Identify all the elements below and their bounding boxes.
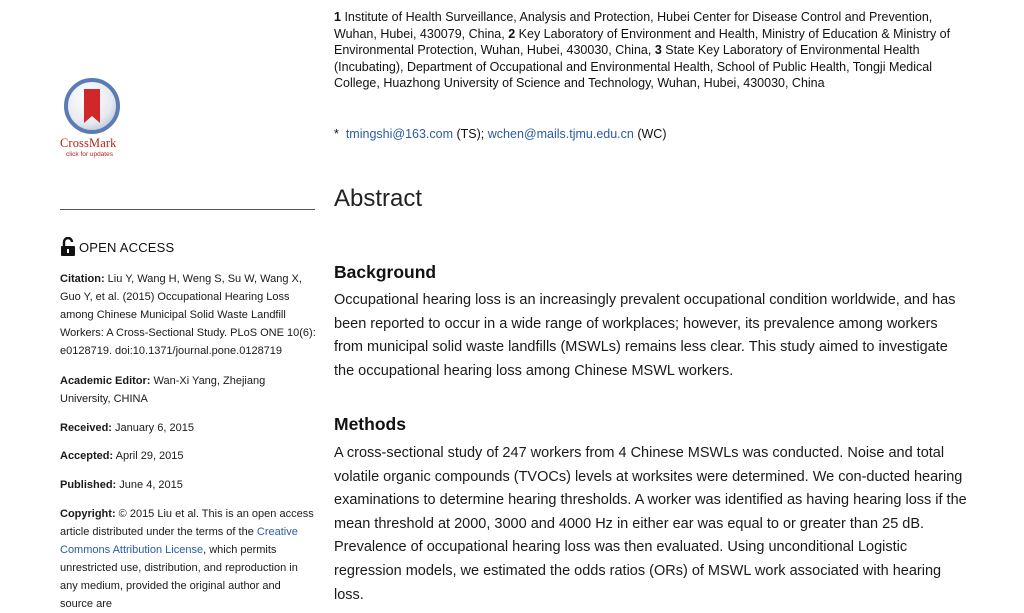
corresponding-star: *: [334, 127, 339, 141]
received-label: Received:: [60, 422, 112, 434]
email-link-wc[interactable]: wchen@mails.tjmu.edu.cn: [487, 127, 634, 141]
affiliation-number-1: 1: [334, 10, 341, 24]
email-link-ts[interactable]: tmingshi@163.com: [345, 127, 454, 141]
affiliation-number-2: 2: [508, 26, 516, 41]
accepted-label: Accepted:: [60, 450, 114, 462]
published-block: [60, 476, 316, 494]
crossmark-subtitle: click for updates: [66, 151, 113, 158]
affiliation-1: Institute of Health Surveillance, Analysis and Protection, Hubei Center for Disease Control and Prevention, Wuhan, Hubei, 430079, China,: [334, 10, 933, 41]
main-content: [334, 0, 974, 603]
received-date: January 6, 2015: [115, 422, 194, 434]
methods-paragraph: A cross-sectional study of 247 workers from 4 Chinese MSWLs was conducted. Noise and total volatile organic compounds (TVOCs) levels at worksites were determined. We con-ducted hearing examinations to determine hearing thresholds. A worker was identified as having hearing loss if the mean threshold at 2000, 3000 and 4000 Hz in either ear was equal to or greater than 25 dB. Prevalence of occupational hearing loss was then evaluated. Using unconditional Logistic regression models, we estimated the odds ratios (ORs) of MSWL work associated with hearing loss.: [334, 445, 967, 603]
open-lock-icon: [60, 237, 76, 257]
crossmark-wordmark: CrossMark: [60, 136, 117, 150]
open-access-label: OPEN ACCESS: [79, 239, 175, 255]
crossmark-badge[interactable]: [60, 78, 128, 162]
accepted-block: [60, 447, 316, 465]
sidebar: [60, 0, 316, 610]
methods-heading: Methods: [334, 414, 406, 434]
published-date: June 4, 2015: [119, 479, 183, 491]
affiliation-3: State Key Laboratory of Environmental Health (Incubating), Department of Occupational and Environmental Health, School of Public Health, Tongji Medical College, Huazhong University of Science and Technology, Wuhan, Hubei, 430030, China: [334, 43, 933, 91]
copyright-text: © 2015 Liu et al. This is an open access article distributed under the terms of the: [60, 508, 314, 538]
copyright-label: Copyright:: [60, 508, 116, 520]
open-access-badge: [60, 236, 174, 258]
accepted-date: April 29, 2015: [115, 450, 184, 462]
affiliation-number-3: 3: [654, 43, 662, 58]
editor-text: Wan-Xi Yang, Zhejiang University, CHINA: [60, 375, 266, 405]
email-owner-wc: (WC): [637, 127, 667, 141]
creative-commons-link[interactable]: Creative Commons Attribution License: [60, 526, 298, 556]
background-paragraph: Occupational hearing loss is an increasingly prevalent occupational condition worldwide, and has been reported to occur in a wide range of workplaces; however, its prevalence among workers from municipal solid waste landfills (MSWLs) remains less clear. This study aimed to investigate the occupational hearing loss among Chinese MSWL workers.: [334, 292, 956, 379]
copyright-block: [60, 505, 316, 613]
affiliations: [334, 9, 964, 92]
published-label: Published:: [60, 479, 117, 491]
citation-label: Citation:: [60, 273, 105, 285]
citation-block: [60, 270, 316, 360]
corresponding-emails: [334, 126, 667, 143]
academic-editor-block: [60, 372, 316, 408]
email-owner-ts: (TS);: [456, 127, 485, 141]
sidebar-divider: [60, 209, 315, 210]
copyright-text-cont: , which permits unrestricted use, distribution, and reproduction in any medium, provided the original author and source are: [60, 544, 298, 610]
background-heading: Background: [334, 262, 437, 282]
crossmark-icon: [64, 78, 120, 134]
editor-label: Academic Editor:: [60, 375, 151, 387]
abstract-heading: Abstract: [334, 185, 423, 212]
affiliation-2: Key Laboratory of Environment and Health, Ministry of Education & Ministry of Environmental Protection, Wuhan, Hubei, 430030, China,: [334, 26, 951, 58]
citation-text: Liu Y, Wang H, Weng S, Su W, Wang X, Guo Y, et al. (2015) Occupational Hearing Loss among Chinese Municipal Solid Waste Landfill Workers: A Cross-Sectional Study. PLoS ONE 10(6): e0128719. doi:10.1371/journal.pone.0128719: [60, 273, 316, 357]
received-block: [60, 419, 316, 437]
